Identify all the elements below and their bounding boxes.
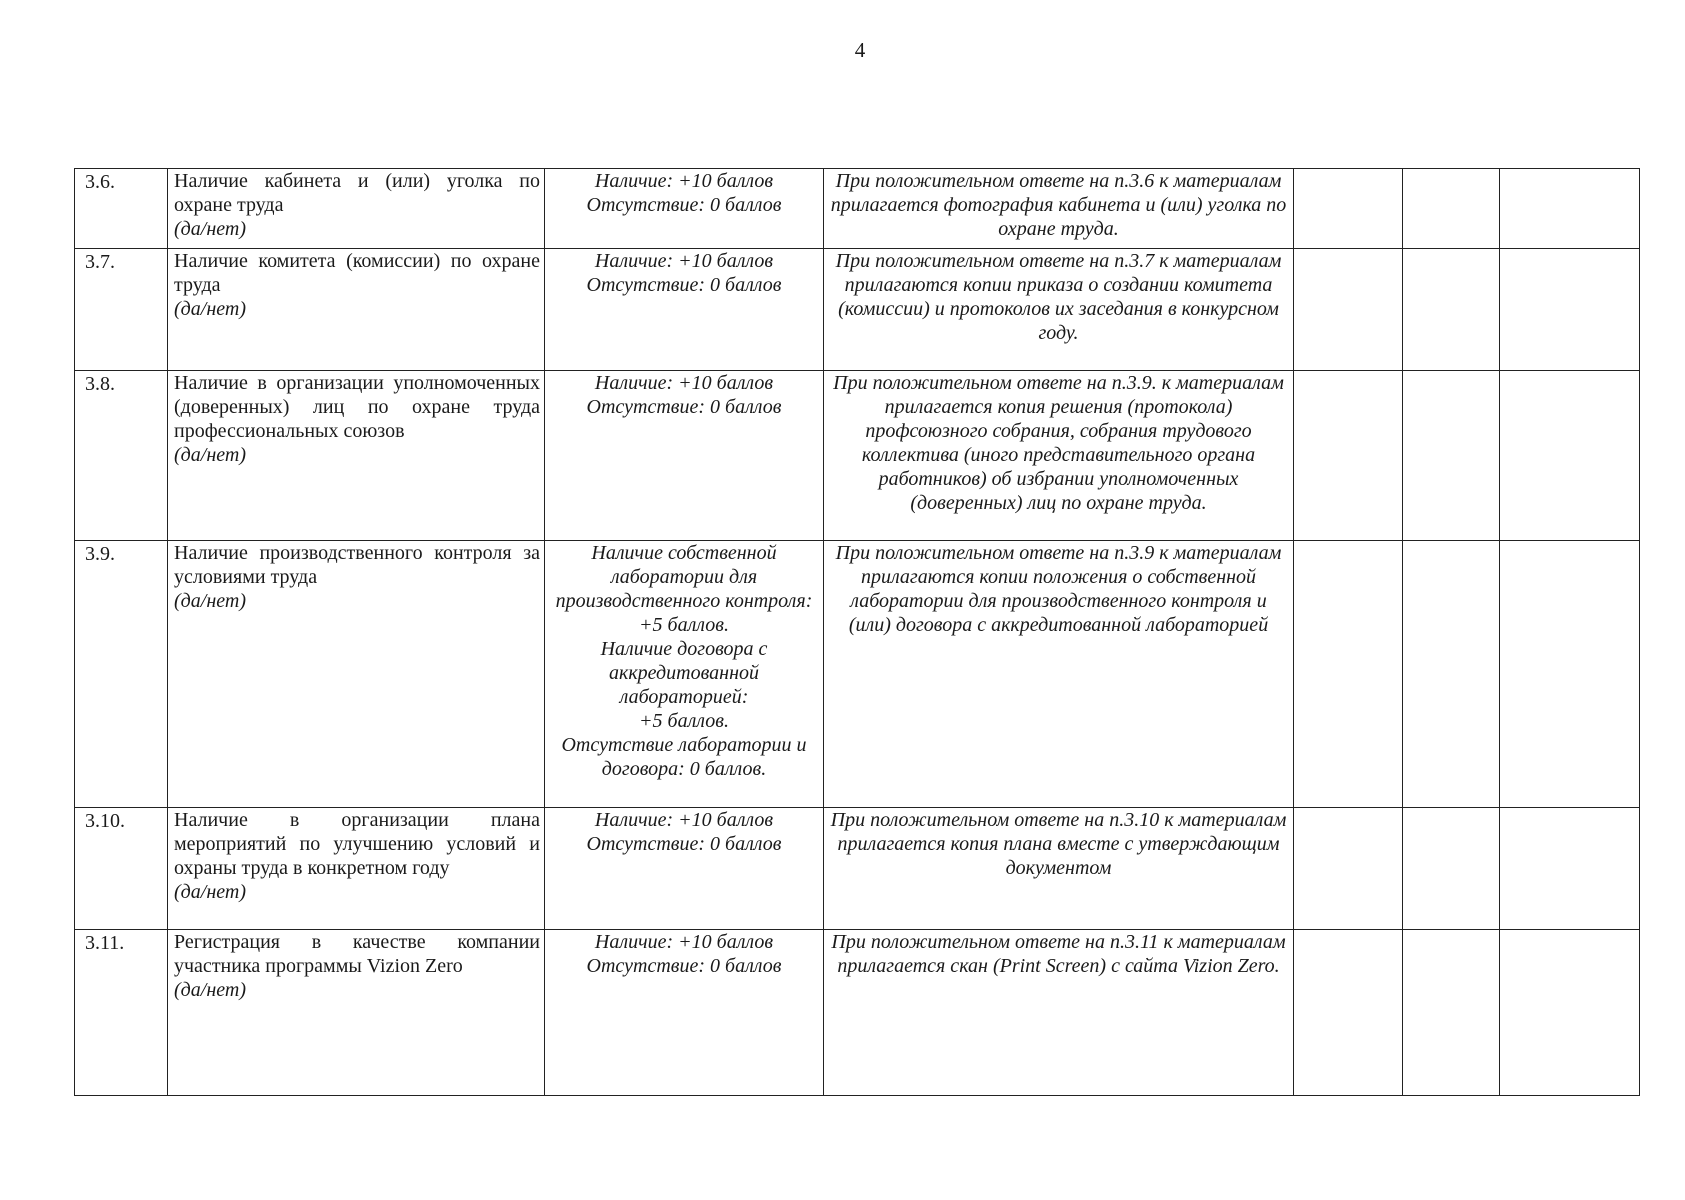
- criterion-cell: [168, 169, 545, 249]
- row-number: 3.9.: [75, 541, 168, 808]
- note-cell: При положительном ответе на п.3.6 к материалам прилагается фотография кабинета и (или) уголка по охране труда.: [824, 169, 1294, 249]
- table-row: [75, 169, 1640, 249]
- score-line: Отсутствие: 0 баллов: [586, 396, 782, 418]
- score-line: Отсутствие: 0 баллов: [586, 955, 782, 977]
- score-line: Наличие: +10 баллов: [594, 809, 774, 831]
- note-cell: При положительном ответе на п.3.9 к материалам прилагаются копии положения о собственной лаборатории для производственного контроля и (или) договора с аккредитованной лабораторией: [824, 541, 1294, 808]
- score-line: Отсутствие: 0 баллов: [586, 194, 782, 216]
- yes-no-label: (да/нет): [174, 590, 246, 612]
- yes-no-label: (да/нет): [174, 444, 246, 466]
- empty-cell: [1500, 169, 1640, 249]
- criterion-cell: [168, 249, 545, 371]
- yes-no-label: (да/нет): [174, 298, 246, 320]
- score-cell: [545, 371, 824, 541]
- empty-cell: [1500, 249, 1640, 371]
- empty-cell: [1294, 930, 1403, 1096]
- score-cell: [545, 808, 824, 930]
- yes-no-label: (да/нет): [174, 979, 246, 1001]
- empty-cell: [1294, 541, 1403, 808]
- score-line: Отсутствие лаборатории и договора: 0 баллов.: [561, 734, 807, 780]
- criterion-name: Наличие в организации плана мероприятий по улучшению условий и охраны труда в конкретном году: [174, 809, 540, 879]
- note-cell: При положительном ответе на п.3.11 к материалам прилагается скан (Print Screen) с сайта Vizion Zero.: [824, 930, 1294, 1096]
- score-line: Наличие: +10 баллов: [594, 170, 774, 192]
- empty-cell: [1403, 808, 1500, 930]
- table-row: [75, 249, 1640, 371]
- score-line: Наличие: +10 баллов: [594, 372, 774, 394]
- score-cell: [545, 169, 824, 249]
- score-cell: [545, 249, 824, 371]
- criterion-name: Регистрация в качестве компании участника программы Vizion Zero: [174, 931, 540, 977]
- criterion-name: Наличие кабинета и (или) уголка по охране труда: [174, 170, 540, 216]
- table-row: [75, 930, 1640, 1096]
- criterion-cell: [168, 808, 545, 930]
- table-row: [75, 371, 1640, 541]
- score-cell: [545, 541, 824, 808]
- empty-cell: [1500, 808, 1640, 930]
- empty-cell: [1294, 249, 1403, 371]
- note-cell: При положительном ответе на п.3.7 к материалам прилагаются копии приказа о создании комитета (комиссии) и протоколов их заседания в конкурсном году.: [824, 249, 1294, 371]
- score-line: Наличие: +10 баллов: [594, 250, 774, 272]
- empty-cell: [1403, 371, 1500, 541]
- empty-cell: [1294, 808, 1403, 930]
- empty-cell: [1500, 930, 1640, 1096]
- score-line: Отсутствие: 0 баллов: [586, 833, 782, 855]
- criterion-cell: [168, 541, 545, 808]
- empty-cell: [1403, 249, 1500, 371]
- row-number: 3.8.: [75, 371, 168, 541]
- empty-cell: [1403, 541, 1500, 808]
- score-line: Отсутствие: 0 баллов: [586, 274, 782, 296]
- criterion-name: Наличие производственного контроля за условиями труда: [174, 542, 540, 588]
- page-number: 4: [854, 38, 866, 62]
- row-number: 3.11.: [75, 930, 168, 1096]
- score-line: Наличие собственной лаборатории для производственного контроля: +5 баллов.: [555, 542, 813, 636]
- score-line: Наличие договора с аккредитованной лабораторией:: [600, 638, 768, 708]
- yes-no-label: (да/нет): [174, 218, 246, 240]
- criterion-cell: [168, 930, 545, 1096]
- score-cell: [545, 930, 824, 1096]
- criteria-table: [74, 168, 1640, 1096]
- empty-cell: [1294, 169, 1403, 249]
- criterion-name: Наличие комитета (комиссии) по охране труда: [174, 250, 540, 296]
- criterion-cell: [168, 371, 545, 541]
- row-number: 3.6.: [75, 169, 168, 249]
- row-number: 3.10.: [75, 808, 168, 930]
- criterion-name: Наличие в организации уполномоченных (доверенных) лиц по охране труда профессиональных союзов: [174, 372, 540, 442]
- empty-cell: [1403, 930, 1500, 1096]
- row-number: 3.7.: [75, 249, 168, 371]
- empty-cell: [1500, 541, 1640, 808]
- note-cell: При положительном ответе на п.3.10 к материалам прилагается копия плана вместе с утверждающим документом: [824, 808, 1294, 930]
- table-row: [75, 808, 1640, 930]
- score-line: +5 баллов.: [639, 710, 729, 732]
- empty-cell: [1403, 169, 1500, 249]
- empty-cell: [1500, 371, 1640, 541]
- score-line: Наличие: +10 баллов: [594, 931, 774, 953]
- note-cell: При положительном ответе на п.3.9. к материалам прилагается копия решения (протокола) профсоюзного собрания, собрания трудового коллектива (иного представительного органа работников) об избрании уполномоченных (доверенных) лиц по охране труда.: [824, 371, 1294, 541]
- yes-no-label: (да/нет): [174, 881, 246, 903]
- empty-cell: [1294, 371, 1403, 541]
- table-row: [75, 541, 1640, 808]
